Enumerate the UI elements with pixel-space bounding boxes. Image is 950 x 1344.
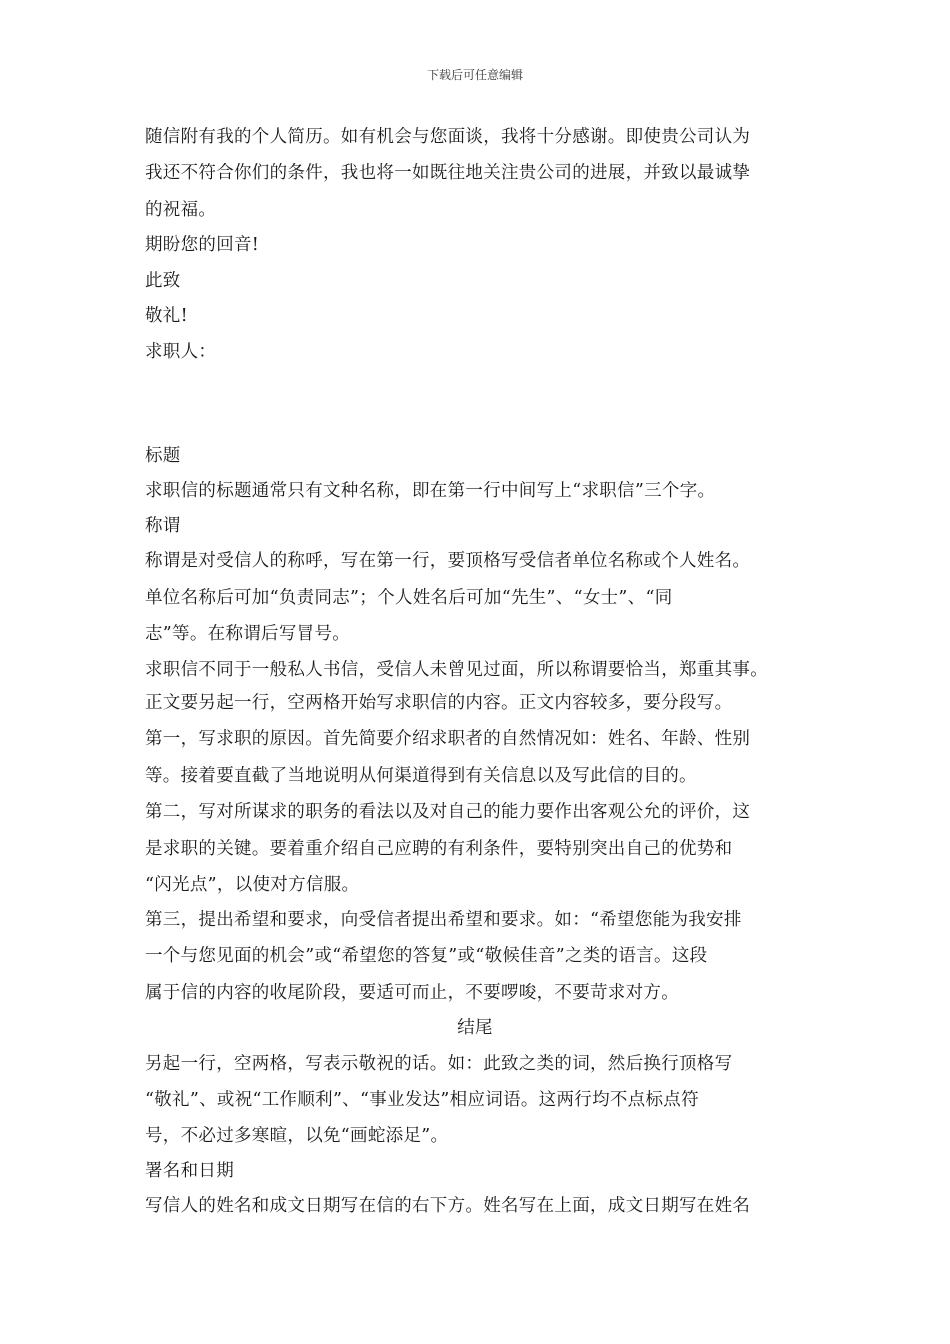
download-note: 下载后可任意编辑 xyxy=(426,68,523,82)
body-line: 正文要另起一行，空两格开始写求职信的内容。正文内容较多，要分段写。 xyxy=(145,693,733,713)
body-line: 第一，写求职的原因。首先简要介绍求职者的自然情况如：姓名、年龄、性别 xyxy=(145,729,751,749)
closing-line: 期盼您的回音! xyxy=(145,235,260,255)
closing-line: 此致 xyxy=(145,271,181,291)
body-line: 第三，提出希望和要求，向受信者提出希望和要求。如：“希望您能为我安排 xyxy=(145,910,742,930)
body-line: 单位名称后可加“负责同志”；个人姓名后可加“先生”、“女士”、“同 xyxy=(145,588,673,608)
body-line: “闪光点”，以使对方信服。 xyxy=(145,875,360,895)
body-line: 属于信的内容的收尾阶段，要适可而止，不要啰唆，不要苛求对方。 xyxy=(145,983,679,1003)
body-line: 称谓是对受信人的称呼，写在第一行，要顶格写受信者单位名称或个人姓名。 xyxy=(145,551,751,571)
body-line: 求职信的标题通常只有文种名称，即在第一行中间写上“求职信”三个字。 xyxy=(145,481,716,501)
body-line: 的祝福。 xyxy=(145,200,217,220)
section-heading: 署名和日期 xyxy=(145,1161,234,1181)
body-line: 随信附有我的个人简历。如有机会与您面谈，我将十分感谢。即使贵公司认为 xyxy=(145,127,751,147)
section-heading-centered: 结尾 xyxy=(457,1018,493,1038)
closing-line: 敬礼! xyxy=(145,306,188,326)
body-line: 等。接着要直截了当地说明从何渠道得到有关信息以及写此信的目的。 xyxy=(145,766,697,786)
body-line: 写信人的姓名和成文日期写在信的右下方。姓名写在上面，成文日期写在姓名 xyxy=(145,1196,751,1216)
body-line: 求职信不同于一般私人书信，受信人未曾见过面，所以称谓要恰当，郑重其事。 xyxy=(145,660,768,680)
body-line: 第二，写对所谋求的职务的看法以及对自己的能力要作出客观公允的评价，这 xyxy=(145,802,751,822)
signature-label: 求职人： xyxy=(145,342,217,362)
body-line: 号，不必过多寒暄，以免“画蛇添足”。 xyxy=(145,1126,449,1146)
body-line: 志”等。在称谓后写冒号。 xyxy=(145,624,351,644)
section-heading: 标题 xyxy=(145,446,181,466)
body-line: 是求职的关键。要着重介绍自己应聘的有利条件，要特别突出自己的优势和 xyxy=(145,839,733,859)
body-line: 另起一行，空两格，写表示敬祝的话。如：此致之类的词，然后换行顶格写 xyxy=(145,1054,733,1074)
body-line: “敬礼”、或祝“工作顺利”、“事业发达”相应词语。这两行均不点标点符 xyxy=(145,1090,699,1110)
body-line: 我还不符合你们的条件，我也将一如既往地关注贵公司的进展，并致以最诚挚 xyxy=(145,163,751,183)
body-line: 一个与您见面的机会”或“希望您的答复”或“敬候佳音”之类的语言。这段 xyxy=(145,946,708,966)
section-heading: 称谓 xyxy=(145,516,181,536)
